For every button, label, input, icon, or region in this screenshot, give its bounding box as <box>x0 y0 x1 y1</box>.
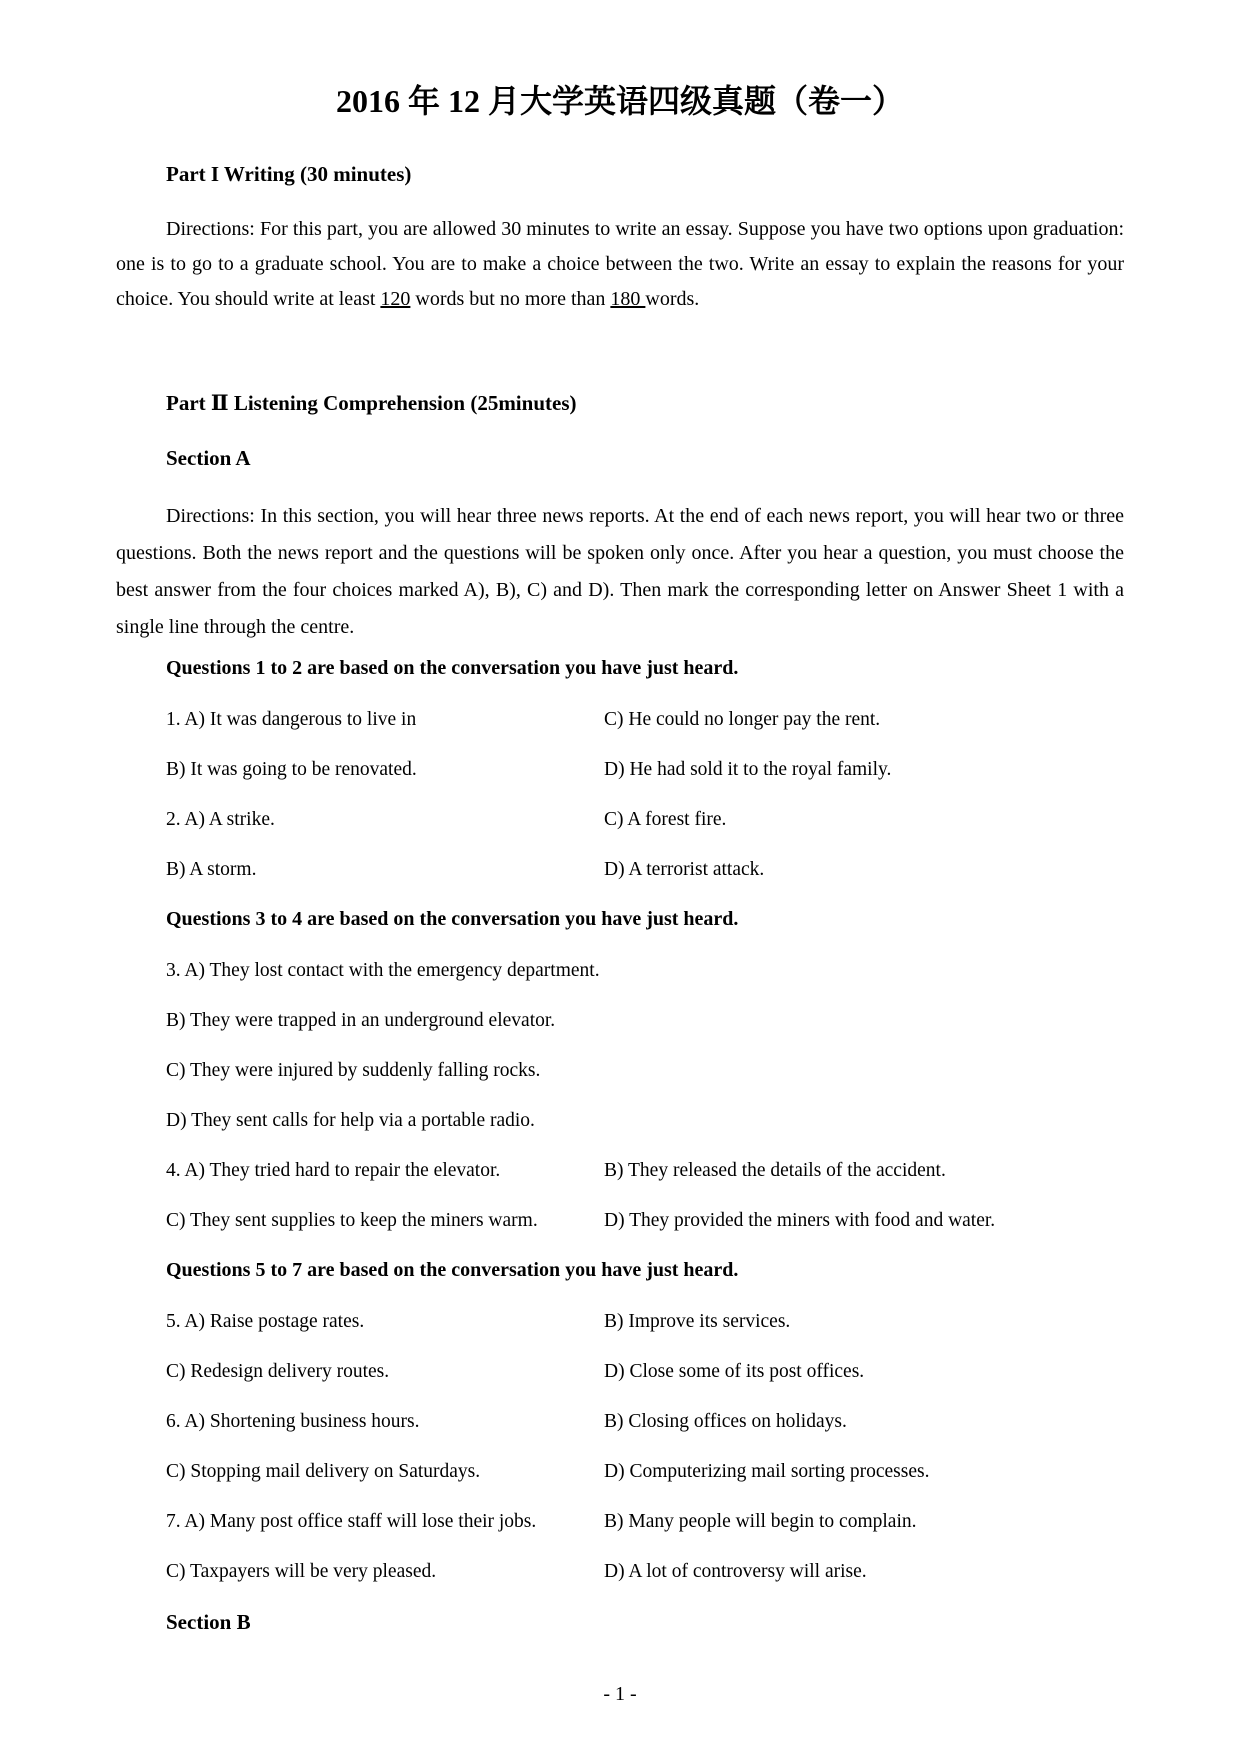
question-row <box>166 1057 1124 1084</box>
option-right: D) They provided the miners with food and water. <box>604 1210 996 1231</box>
question-group-heading: Questions 5 to 7 are based on the conversation you have just heard. <box>166 1259 739 1281</box>
option-left: B) It was going to be renovated. <box>166 759 417 780</box>
question-row <box>166 1508 1124 1535</box>
option-right: B) They released the details of the accident. <box>604 1160 946 1181</box>
option-right: D) He had sold it to the royal family. <box>604 759 892 780</box>
option-left: 7. A) Many post office staff will lose their jobs. <box>166 1511 537 1532</box>
option-right: D) Close some of its post offices. <box>604 1361 865 1382</box>
question-row <box>166 957 1124 984</box>
question-row <box>166 706 1124 733</box>
directions-text: words but no more than <box>410 288 611 310</box>
option-left: 3. A) They lost contact with the emergency department. <box>166 960 600 981</box>
option-right: C) He could no longer pay the rent. <box>604 709 881 730</box>
word-limit: 120 <box>380 288 411 310</box>
option-left: 6. A) Shortening business hours. <box>166 1411 420 1432</box>
question-row <box>166 1007 1124 1034</box>
section-a-directions: Directions: In this section, you will hear three news reports. At the end of each news report, you will hear two or three questions. Both the news report and the questions will be spoken only once. After you hear a question, you must choose the best answer from the four choices marked A), B), C) and D). Then mark the corresponding letter on Answer Sheet 1 with a single line through the centre. <box>116 505 1124 638</box>
question-row <box>166 1458 1124 1485</box>
part1-directions <box>116 212 1124 317</box>
option-left: C) They were injured by suddenly falling rocks. <box>166 1060 541 1081</box>
option-right: B) Closing offices on holidays. <box>604 1411 847 1432</box>
option-left: C) They sent supplies to keep the miners warm. <box>166 1210 538 1231</box>
question-group-heading: Questions 1 to 2 are based on the conversation you have just heard. <box>166 657 739 679</box>
option-left: B) A storm. <box>166 859 257 880</box>
question-row <box>166 756 1124 783</box>
option-right: C) A forest fire. <box>604 809 727 830</box>
question-row <box>166 1558 1124 1585</box>
question-row <box>166 806 1124 833</box>
option-left: C) Taxpayers will be very pleased. <box>166 1561 437 1582</box>
option-right: D) A terrorist attack. <box>604 859 765 880</box>
section-b-heading: Section B <box>166 1610 251 1634</box>
option-right: D) Computerizing mail sorting processes. <box>604 1461 930 1482</box>
question-row <box>166 1107 1124 1134</box>
question-groups <box>116 655 1124 1585</box>
directions-text: words. <box>645 288 700 310</box>
section-a-heading: Section A <box>166 446 251 470</box>
option-left: D) They sent calls for help via a portable radio. <box>166 1110 535 1131</box>
option-left: C) Redesign delivery routes. <box>166 1361 390 1382</box>
question-row <box>166 1157 1124 1184</box>
option-left: B) They were trapped in an underground elevator. <box>166 1010 556 1031</box>
question-row <box>166 1207 1124 1234</box>
option-right: D) A lot of controversy will arise. <box>604 1561 867 1582</box>
part2-heading: Part Ⅱ Listening Comprehension (25minutes) <box>166 391 577 415</box>
option-left: C) Stopping mail delivery on Saturdays. <box>166 1461 481 1482</box>
question-row <box>166 1358 1124 1385</box>
option-left: 2. A) A strike. <box>166 809 275 830</box>
directions-text: Directions: For this part, you are allowed 30 minutes to write an essay. Suppose you have two options upon graduation: one is to go to a graduate school. You are to make a choice between the two. Write an essay to explain the reasons for your choice. You should write at least <box>116 218 1124 310</box>
option-left: 5. A) Raise postage rates. <box>166 1311 365 1332</box>
page-number: - 1 - <box>603 1683 637 1705</box>
option-left: 1. A) It was dangerous to live in <box>166 709 417 730</box>
option-right: B) Improve its services. <box>604 1311 791 1332</box>
page-title: 2016 年 12 月大学英语四级真题（卷一） <box>335 83 904 119</box>
part1-heading: Part I Writing (30 minutes) <box>166 162 412 186</box>
question-row <box>166 856 1124 883</box>
word-limit: 180 <box>610 288 646 310</box>
question-row <box>166 1308 1124 1335</box>
option-left: 4. A) They tried hard to repair the elevator. <box>166 1160 501 1181</box>
question-group-heading: Questions 3 to 4 are based on the conversation you have just heard. <box>166 908 739 930</box>
question-row <box>166 1408 1124 1435</box>
option-right: B) Many people will begin to complain. <box>604 1511 917 1532</box>
